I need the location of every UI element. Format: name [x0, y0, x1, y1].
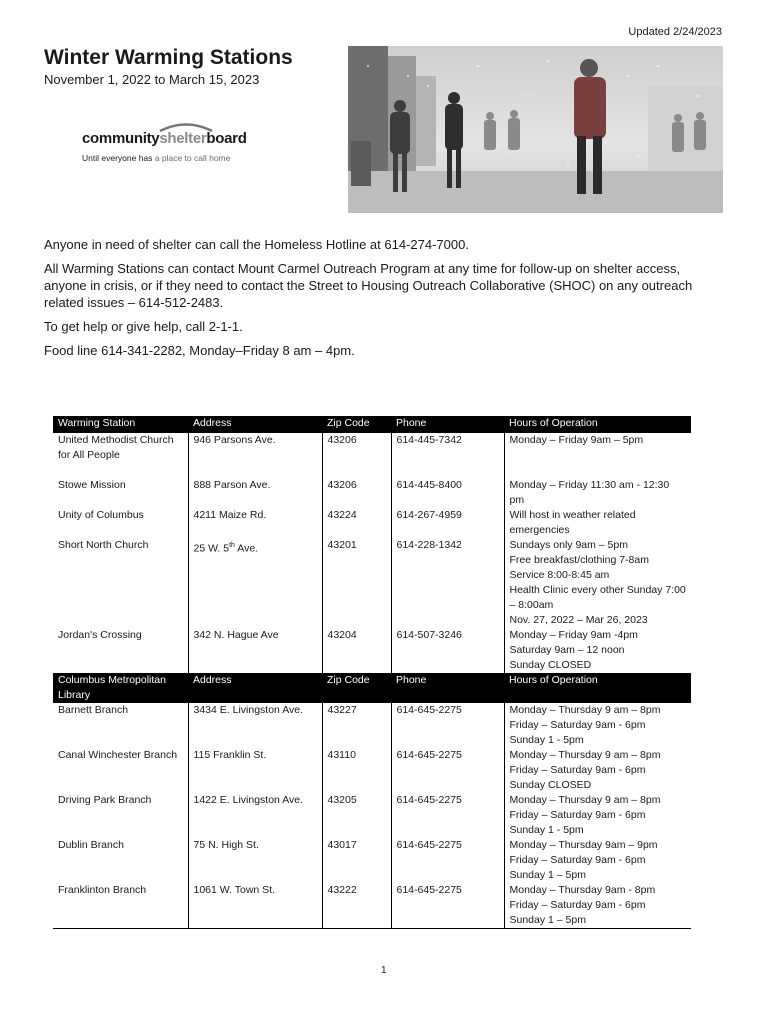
- library-zip: 43227: [322, 703, 391, 748]
- station-name: United Methodist Church for All People: [58, 434, 174, 461]
- logo-tagline: [82, 153, 230, 163]
- station-name: Jordan's Crossing: [58, 629, 142, 641]
- station-address: [188, 538, 322, 628]
- hours-line: Saturday 9am – 12 noon: [509, 644, 625, 656]
- table-row: [53, 628, 691, 673]
- column-header: Zip Code: [322, 416, 391, 433]
- library-hours: [504, 703, 691, 748]
- date-range: November 1, 2022 to March 15, 2023: [44, 72, 260, 87]
- logo-word-start: community: [82, 130, 160, 147]
- station-hours: [504, 508, 691, 538]
- station-address: 342 N. Hague Ave: [188, 628, 322, 673]
- station-phone: 614-267-4959: [391, 508, 504, 538]
- food-line-text: Food line 614-341-2282, Monday–Friday 8 am – 4pm.: [44, 343, 355, 358]
- logo-tagline-start: Until everyone has: [82, 153, 153, 163]
- stations-header-row: [53, 416, 691, 433]
- station-zip: 43224: [322, 508, 391, 538]
- library-name: Canal Winchester Branch: [58, 749, 178, 761]
- library-hours: [504, 748, 691, 793]
- address-superscript: th: [229, 542, 235, 549]
- library-name: Franklinton Branch: [53, 883, 188, 929]
- hours-line: Friday – Saturday 9am - 6pm: [509, 719, 646, 731]
- hours-line: Monday – Thursday 9 am – 8pm: [509, 794, 661, 806]
- station-hours: [504, 628, 691, 673]
- hours-line: Sunday 1 - 5pm: [509, 824, 584, 836]
- table-row: [53, 793, 691, 838]
- updated-date: Updated 2/24/2023: [628, 26, 722, 38]
- column-header: Columbus Metropolitan Library: [53, 673, 188, 703]
- station-zip: 43206: [322, 478, 391, 508]
- logo-word-end: board: [206, 130, 247, 147]
- table-row: [53, 838, 691, 883]
- library-address: 1422 E. Livingston Ave.: [188, 793, 322, 838]
- hours-line: Monday – Thursday 9 am – 8pm: [509, 704, 661, 716]
- hours-line: Monday – Friday 9am – 5pm: [509, 434, 644, 446]
- library-zip: 43222: [322, 883, 391, 929]
- column-header: Phone: [391, 416, 504, 433]
- station-address: 4211 Maize Rd.: [188, 508, 322, 538]
- hours-line: Will host in weather related emergencies: [509, 509, 636, 536]
- hours-line: Friday – Saturday 9am - 6pm: [509, 899, 646, 911]
- table-row: [53, 478, 691, 508]
- column-header: Address: [188, 673, 322, 703]
- intro-text: [44, 236, 724, 366]
- station-name: Unity of Columbus: [58, 509, 144, 521]
- hotline-text: Anyone in need of shelter can call the Homeless Hotline at 614-274-7000.: [44, 237, 469, 252]
- library-zip: 43205: [322, 793, 391, 838]
- library-name: Barnett Branch: [58, 704, 129, 716]
- hours-line: Sunday CLOSED: [509, 659, 592, 671]
- column-header: Hours of Operation: [504, 416, 691, 433]
- table-row: [53, 433, 691, 478]
- hours-line: Friday – Saturday 9am - 6pm: [509, 809, 646, 821]
- hours-line: Sunday CLOSED: [509, 779, 592, 791]
- hours-line: Service 8:00-8:45 am: [509, 569, 610, 581]
- logo-wordmark: [82, 130, 247, 147]
- station-address: 946 Parsons Ave.: [188, 433, 322, 478]
- library-hours: [504, 838, 691, 883]
- hours-line: Monday – Thursday 9 am – 8pm: [509, 749, 661, 761]
- address-text: 25 W. 5: [193, 542, 230, 555]
- page-number: 1: [381, 965, 387, 976]
- library-hours: [504, 793, 691, 838]
- library-phone: 614-645-2275: [391, 883, 504, 929]
- station-phone: 614-445-7342: [391, 433, 504, 478]
- library-name: Dublin Branch: [58, 839, 124, 851]
- library-address: 115 Franklin St.: [188, 748, 322, 793]
- library-phone: 614-645-2275: [391, 793, 504, 838]
- station-name: Stowe Mission: [58, 479, 126, 491]
- station-address: 888 Parson Ave.: [188, 478, 322, 508]
- outreach-text: All Warming Stations can contact Mount Carmel Outreach Program at any time for follow-up on shelter access, anyone in crisis, or if they need to contact the Street to Housing Outreach Collaborative (SHOC) on any outreach related issues – 614-512-2483.: [44, 261, 693, 310]
- community-shelter-board-logo: [82, 120, 262, 170]
- library-hours: [504, 883, 691, 929]
- table-row: [53, 703, 691, 748]
- station-zip: 43201: [322, 538, 391, 628]
- station-phone: 614-507-3246: [391, 628, 504, 673]
- hours-line: Friday – Saturday 9am - 6pm: [509, 854, 646, 866]
- column-header: Address: [188, 416, 322, 433]
- logo-tagline-end: a place to call home: [152, 153, 231, 163]
- hours-line: Sunday 1 - 5pm: [509, 734, 584, 746]
- station-phone: 614-228-1342: [391, 538, 504, 628]
- library-address: 1061 W. Town St.: [188, 883, 322, 929]
- library-address: 3434 E. Livingston Ave.: [188, 703, 322, 748]
- library-header-row: [53, 673, 691, 703]
- hours-line: Monday – Friday 9am -4pm: [509, 629, 638, 641]
- warming-stations-table: [53, 416, 691, 929]
- winter-street-photo: [348, 46, 723, 213]
- station-zip: 43206: [322, 433, 391, 478]
- help-text: To get help or give help, call 2-1-1.: [44, 319, 243, 334]
- table-row: [53, 883, 691, 929]
- table-row: [53, 508, 691, 538]
- library-zip: 43110: [322, 748, 391, 793]
- column-header: Phone: [391, 673, 504, 703]
- library-phone: 614-645-2275: [391, 703, 504, 748]
- column-header: Hours of Operation: [504, 673, 691, 703]
- station-hours: [504, 478, 691, 508]
- hours-line: Friday – Saturday 9am - 6pm: [509, 764, 646, 776]
- hours-line: Sunday 1 – 5pm: [509, 869, 586, 881]
- library-address: 75 N. High St.: [188, 838, 322, 883]
- address-suffix: Ave.: [234, 542, 259, 555]
- hours-line: Health Clinic every other Sunday 7:00 – 8:00am: [509, 584, 686, 611]
- logo-word-mid: shelter: [159, 130, 207, 147]
- hours-line: Nov. 27, 2022 – Mar 26, 2023: [509, 614, 648, 626]
- hours-line: Sundays only 9am – 5pm: [509, 539, 628, 551]
- table-row: [53, 538, 691, 628]
- library-phone: 614-645-2275: [391, 748, 504, 793]
- column-header: Warming Station: [53, 416, 188, 433]
- library-zip: 43017: [322, 838, 391, 883]
- column-header: Zip Code: [322, 673, 391, 703]
- page-title: Winter Warming Stations: [44, 46, 293, 69]
- hours-line: Sunday 1 – 5pm: [509, 914, 586, 926]
- hours-line: Free breakfast/clothing 7-8am: [509, 554, 649, 566]
- hours-line: Monday – Thursday 9am - 8pm: [509, 884, 656, 896]
- station-hours: [504, 538, 691, 628]
- station-zip: 43204: [322, 628, 391, 673]
- station-phone: 614-445-8400: [391, 478, 504, 508]
- station-hours: [504, 433, 691, 478]
- hours-line: Monday – Friday 11:30 am - 12:30 pm: [509, 479, 670, 506]
- table-row: [53, 748, 691, 793]
- hours-line: Monday – Thursday 9am – 9pm: [509, 839, 658, 851]
- library-phone: 614-645-2275: [391, 838, 504, 883]
- library-name: Driving Park Branch: [58, 794, 152, 806]
- station-name: Short North Church: [58, 539, 149, 551]
